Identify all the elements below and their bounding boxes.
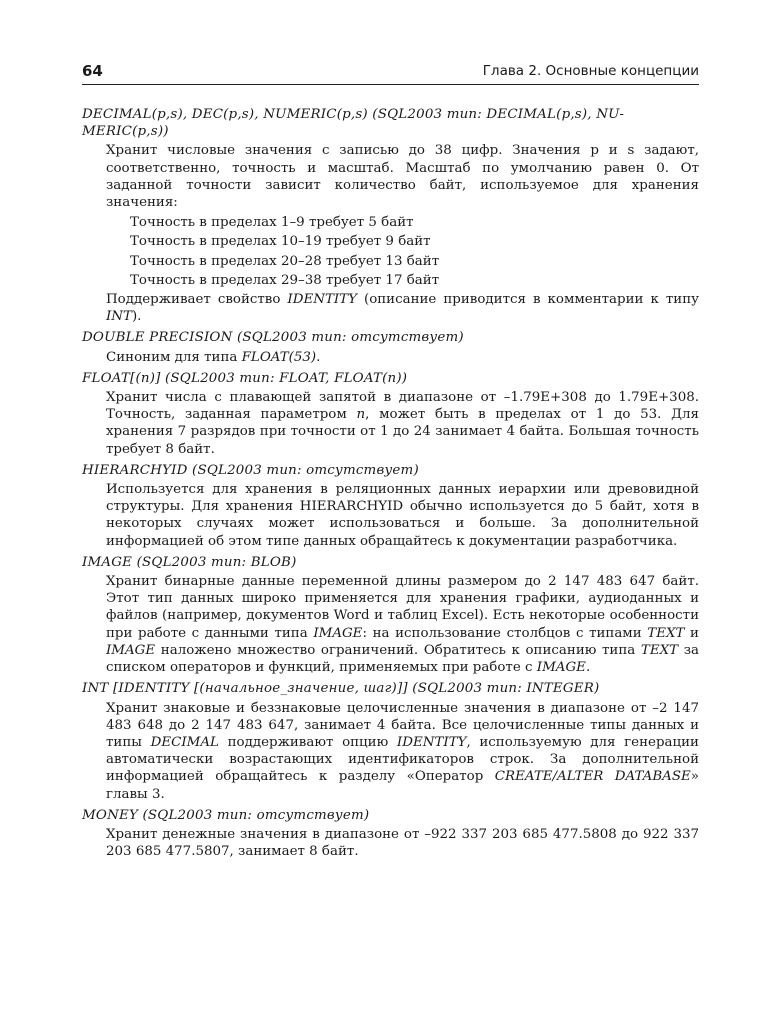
precision-line: Точность в пределах 29–38 требует 17 байт — [130, 272, 440, 288]
entry-double — [82, 329, 699, 365]
term-hierarchyid: HIERARCHYID (SQL2003 тип: отсутствует) — [82, 462, 419, 478]
entry-money — [82, 807, 699, 861]
precision-line: Точность в пределах 1–9 требует 5 байт — [130, 215, 414, 231]
precision-line: Точность в пределах 10–19 требует 9 байт — [130, 234, 431, 250]
page-content — [82, 106, 699, 864]
term-int: INT [IDENTITY [(начальное_значение, шаг)]] (SQL2003 тип: INTEGER) — [82, 681, 600, 697]
term-double: DOUBLE PRECISION (SQL2003 тип: отсутствует) — [82, 330, 464, 346]
entry-hierarchyid — [82, 462, 699, 550]
term-decimal: DECIMAL(p,s), DEC(p,s), NUMERIC(p,s) (SQL2003 тип: DECIMAL(p,s), NU-MERIC(p,s)) — [82, 107, 625, 140]
desc-hierarchyid: Используется для хранения в реляционных данных иерархии или древовидной структуры. Для хранения HIERARCHYID обычно используется до 5 байт, хотя в некоторых случаях может использоваться и больше. За дополнительной информацией об этом типе данных обращайтесь к документации разработчика. — [106, 482, 699, 549]
entry-int — [82, 680, 699, 802]
entry-decimal — [82, 106, 699, 325]
precision-line: Точность в пределах 20–28 требует 13 байт — [130, 253, 440, 269]
term-float: FLOAT[(n)] (SQL2003 тип: FLOAT, FLOAT(n)) — [82, 370, 408, 386]
desc-decimal-identity: Поддерживает свойство IDENTITY (описание приводится в комментарии к типу INT). — [106, 292, 700, 325]
desc-image: Хранит бинарные данные переменной длины размером до 2 147 483 647 байт. Этот тип данных широко применяется для хранения графики, аудиоданных и файлов (например, документов Word и таблиц Excel). Есть некоторые особенности при работе с данными типа IMAGE: на использование столбцов с типами TEXT и IMAGE наложено множество ограничений. Обратитесь к описанию типа TEXT за списком операторов и функций, применяемых при работе с IMAGE. — [106, 574, 699, 676]
desc-money: Хранит денежные значения в диапазоне от –922 337 203 685 477.5808 до 922 337 203 685 477.5807, занимает 8 байт. — [106, 826, 699, 860]
desc-decimal: Хранит числовые значения с записью до 38 цифр. Значения p и s задают, соответственно, точность и масштаб. Масштаб по умолчанию равен 0. От заданной точности зависит количество байт, используемое для хранения значения: — [106, 143, 699, 211]
page-header — [82, 64, 699, 85]
chapter-title: Глава 2. Основные концепции — [482, 63, 699, 79]
desc-int: Хранит знаковые и беззнаковые целочисленные значения в диапазоне от –2 147 483 648 до 2 147 483 647, занимает 4 байта. Все целочисленные типы данных и типы DECIMAL поддерживают опцию IDENTITY, используемую для генерации автоматически возрастающих идентификаторов строк. За дополнительной информацией обращайтесь к разделу «Оператор CREATE/ALTER DATABASE» главы 3. — [106, 700, 699, 802]
entry-image — [82, 554, 699, 676]
page-number: 64 — [82, 62, 103, 80]
desc-double: Синоним для типа FLOAT(53). — [106, 349, 321, 365]
entry-float — [82, 370, 699, 458]
desc-float: Хранит числа с плавающей запятой в диапазоне от –1.79E+308 до 1.79E+308. Точность, заданная параметром n, может быть в пределах от 1 до 53. Для хранения 7 разрядов при точности от 1 до 24 занимает 4 байта. Большая точность требует 8 байт. — [106, 390, 699, 457]
term-money: MONEY (SQL2003 тип: отсутствует) — [82, 807, 370, 823]
term-image: IMAGE (SQL2003 тип: BLOB) — [82, 554, 297, 570]
